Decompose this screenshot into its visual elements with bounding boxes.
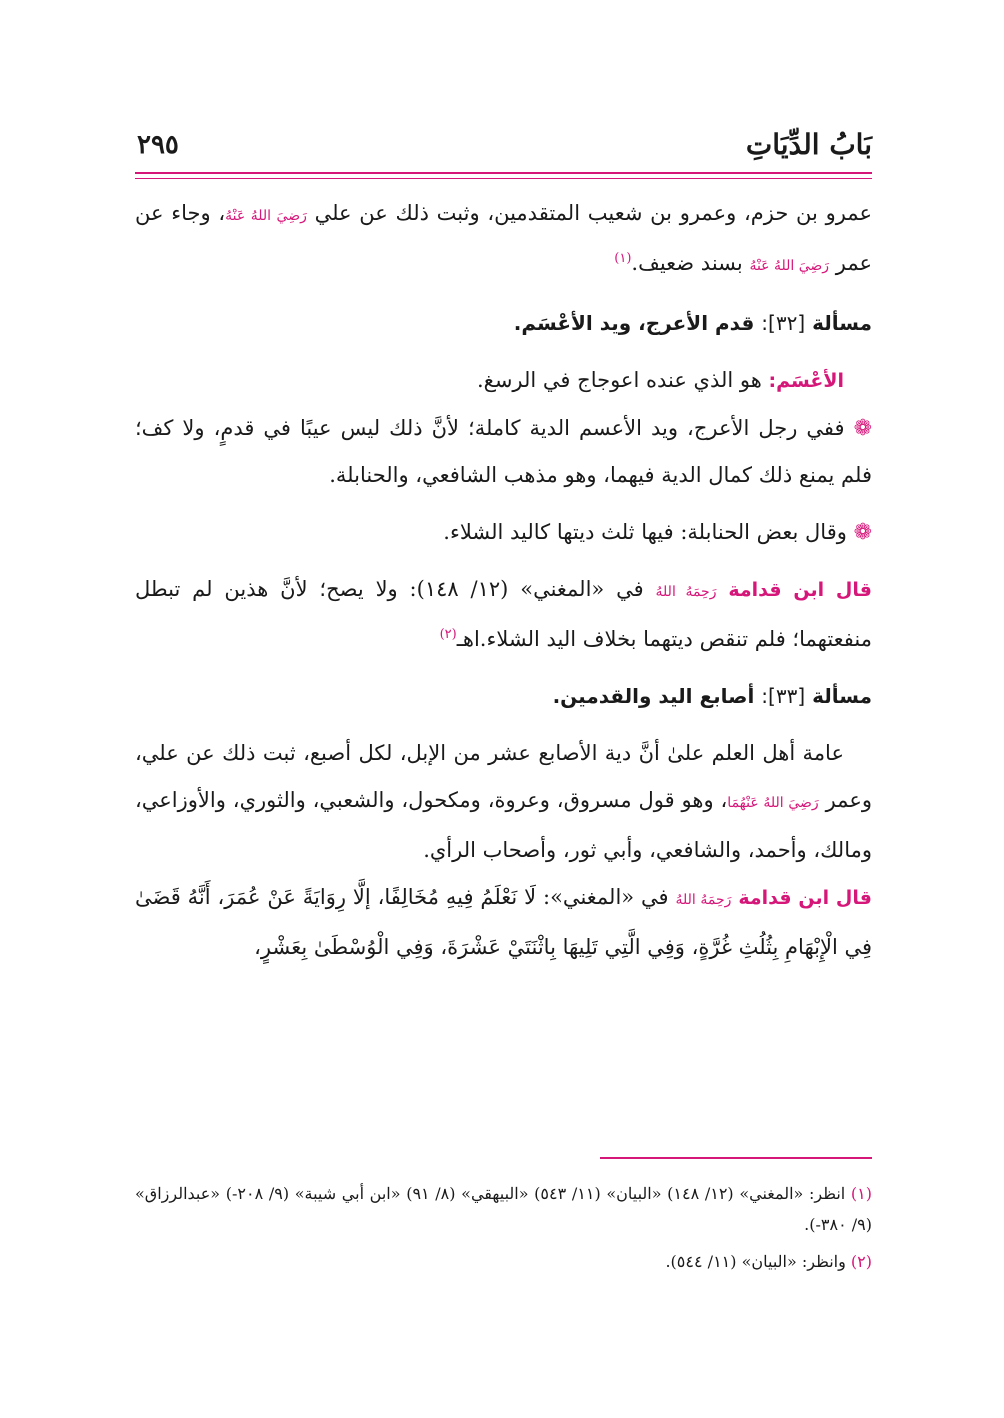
honorific-rh: رَحِمَهُ اللهُ bbox=[675, 892, 732, 908]
paragraph-4: قال ابن قدامة رَحِمَهُ اللهُ في «المغني» (١٢/ ١٤٨): ولا يصح؛ لأنَّ هذين لم تبطل منفعتهما؛ فلم تنقص ديتهما بخلاف اليد الشلاء.اهـ$^{(٢)}$ bbox=[135, 577, 872, 651]
footnote-marker-2[interactable]: (٢) bbox=[439, 627, 457, 642]
footnote-2: (٢) وانظر: «البيان» (١١/ ٥٤٤). bbox=[665, 1252, 872, 1271]
flower-bullet-icon: ❁ bbox=[853, 416, 872, 441]
main-text bbox=[135, 190, 872, 971]
chapter-title: بَابُ الدِّيَاتِ bbox=[745, 128, 872, 161]
definition: الأعْسَم: هو الذي عنده اعوجاج في الرسغ. bbox=[476, 368, 844, 392]
header-rule-thick bbox=[135, 172, 872, 174]
footnote-separator bbox=[600, 1157, 872, 1159]
footnote-1: (١) انظر: «المغني» (١٢/ ١٤٨) «البيان» (١١/ ٥٤٣) «البيهقي» (٨/ ٩١) «ابن أبي شيبة» (٩/ ٢٠٨-) «عبدالرزاق» (٩/ ٣٨٠-). bbox=[135, 1184, 872, 1234]
honorific-ra: رَضِيَ اللهُ عَنْهُ bbox=[225, 208, 307, 224]
paragraph-2: ❁ ففي رجل الأعرج، ويد الأعسم الدية كاملة؛ لأنَّ ذلك ليس عيبًا في قدمٍ، ولا كف؛ فلم يمنع ذلك كمال الدية فيهما، وهو مذهب الشافعي، والحنابلة. bbox=[135, 416, 872, 487]
footnote-marker-1[interactable]: (١) bbox=[614, 251, 632, 266]
quote-attribution: قال ابن قدامة bbox=[738, 887, 872, 909]
definition-term: الأعْسَم: bbox=[768, 370, 844, 392]
paragraph-6: قال ابن قدامة رَحِمَهُ اللهُ في «المغني»: لَا نَعْلَمُ فِيهِ مُخَالِفًا، إلَّا رِوَايَةً عَنْ عُمَرَ، أَنَّهُ قَضَىٰ فِي الْإِبْهَامِ بِثُلُثِ غُرَّةٍ، وَفِي الَّتِي تَلِيهَا بِاثْنَتَيْ عَشْرَةَ، وَفِي الْوُسْطَىٰ بِعَشْرٍ، bbox=[135, 885, 872, 959]
honorific-ra: رَضِيَ اللهُ عَنْهُ bbox=[749, 258, 830, 274]
flower-bullet-icon: ❁ bbox=[853, 520, 872, 545]
honorific-rh: رَحِمَهُ اللهُ bbox=[655, 584, 717, 600]
footnote-number: (٢) bbox=[850, 1252, 872, 1271]
header-rule-thin bbox=[135, 178, 872, 179]
paragraph-3: ❁ وقال بعض الحنابلة: فيها ثلث ديتها كاليد الشلاء. bbox=[443, 520, 872, 545]
paragraph-1: عمرو بن حزم، وعمرو بن شعيب المتقدمين، وثبت ذلك عن علي رَضِيَ اللهُ عَنْهُ، وجاء عن عمر رَضِيَ اللهُ عَنْهُ بسند ضعيف.$^{(١)}$ bbox=[135, 201, 872, 275]
footnote-number: (١) bbox=[850, 1184, 872, 1203]
honorific-ra-dual: رَضِيَ اللهُ عَنْهُمَا bbox=[727, 795, 819, 811]
quote-attribution: قال ابن قدامة bbox=[728, 579, 872, 601]
paragraph-5: عامة أهل العلم علىٰ أنَّ دية الأصابع عشر من الإبل، لكل أصبع، ثبت ذلك عن علي، وعمر رَضِيَ اللهُ عَنْهُمَا، وهو قول مسروق، وعروة، ومكحول، والشعبي، والثوري، والأوزاعي، ومالك، وأحمد، والشافعي، وأبي ثور، وأصحاب الرأي. bbox=[135, 741, 872, 862]
issue-heading-33: مسألة [٣٣]: أصابع اليد والقدمين. bbox=[552, 684, 872, 708]
issue-heading-32: مسألة [٣٢]: قدم الأعرج، ويد الأعْسَم. bbox=[513, 311, 872, 335]
footnotes bbox=[135, 1178, 872, 1283]
page-number: ٢٩٥ bbox=[137, 130, 179, 160]
running-header bbox=[135, 128, 872, 168]
